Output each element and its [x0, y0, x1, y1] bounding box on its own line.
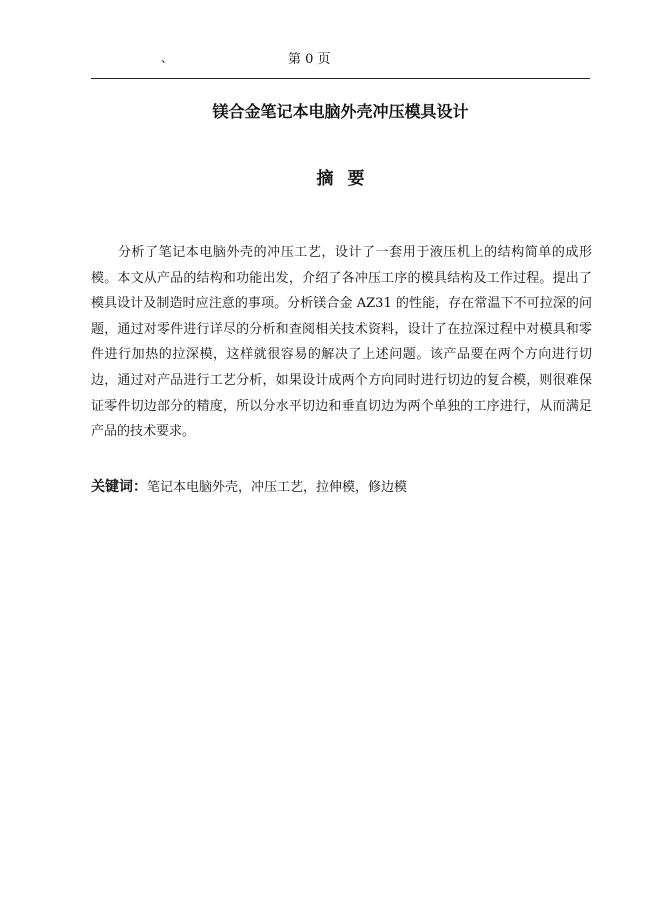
abstract-heading: 摘要: [316, 169, 379, 189]
header-divider: [91, 78, 590, 79]
header-mark: 、: [161, 51, 174, 65]
abstract-paragraph: 分析了笔记本电脑外壳的冲压工艺，设计了一套用于液压机上的结构简单的成形模。本文从产品的结构和功能出发，介绍了各冲压工序的模具结构及工作过程。提出了模具设计及制造时应注意的事项。分析镁合金 AZ31 的性能，存在常温下不可拉深的问题，通过对零件进行详尽的分析和查阅相关技术资料，设计了在拉深过程中对模具和零件进行加热的拉深模，这样就很容易的解决了上述问题。该产品要在两个方向进行切边，通过对产品进行工艺分析，如果设计成两个方向同时进行切边的复合模，则很难保证零件切边部分的精度，所以分水平切边和垂直切边为两个单独的工序进行，从而满足产品的技术要求。: [91, 245, 592, 440]
keywords-line: [91, 476, 590, 499]
keywords-label: 关键词：: [91, 479, 147, 495]
page-number-label: 第 0 页: [288, 52, 331, 67]
document-title: 镁合金笔记本电脑外壳冲压模具设计: [212, 102, 469, 121]
keywords-value: 笔记本电脑外壳，冲压工艺，拉伸模，修边模: [147, 480, 408, 495]
